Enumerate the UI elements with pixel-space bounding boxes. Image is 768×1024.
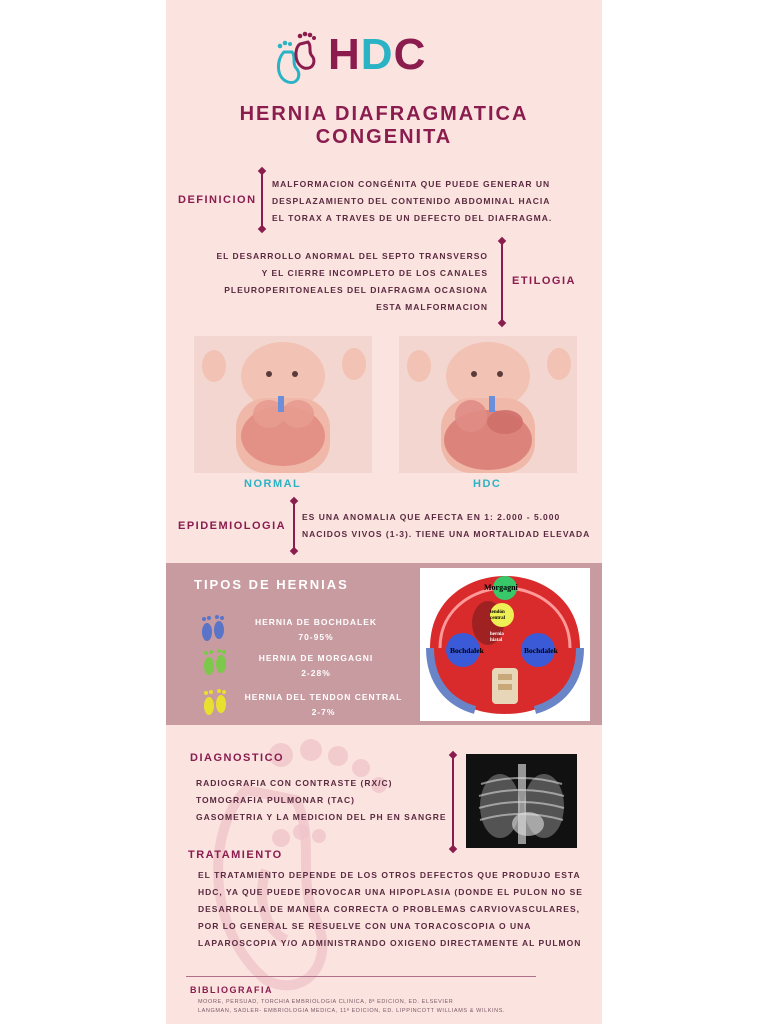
yellow-feet-icon bbox=[200, 687, 230, 717]
tipo-item bbox=[236, 690, 411, 720]
definicion-label: DEFINICION bbox=[178, 194, 257, 206]
bibliografia-label: BIBLIOGRAFIA bbox=[190, 985, 273, 995]
brand-logo-text bbox=[328, 30, 426, 80]
diagnostico-line: GASOMETRIA Y LA MEDICION DEL PH EN SANGRE bbox=[196, 812, 447, 822]
definicion-divider bbox=[261, 172, 263, 228]
divider-diamond-bottom bbox=[258, 225, 266, 233]
tipo-pct: 2-28% bbox=[301, 668, 331, 678]
diagnostico-divider bbox=[452, 756, 454, 848]
etilogia-line: Y EL CIERRE INCOMPLETO DE LOS CANALES bbox=[261, 268, 488, 278]
tipo-item bbox=[236, 651, 396, 681]
epidemiologia-text bbox=[302, 509, 590, 543]
diaphragm-diagram bbox=[420, 568, 590, 721]
etilogia-line: ESTA MALFORMACION bbox=[376, 302, 488, 312]
bibliografia-line: MOORE, PERSUAD, TORCHIA EMBRIOLOGIA CLINICA, 8ª EDICION, ED. ELSEVIER bbox=[198, 999, 454, 1005]
baby-feet-logo-icon bbox=[274, 30, 318, 86]
diagnostico-line: RADIOGRAFIA CON CONTRASTE (RX/C) bbox=[196, 778, 393, 788]
footprint-watermark-icon bbox=[186, 730, 406, 1000]
hdc-baby-image bbox=[399, 336, 577, 473]
bochdalek-left-label: Bochdalek bbox=[450, 646, 484, 655]
definicion-text bbox=[272, 176, 552, 227]
tipo-item bbox=[236, 615, 396, 645]
tratamiento-line: POR LO GENERAL SE RESUELVE CON UNA TORACOSCOPIA O UNA bbox=[198, 921, 532, 931]
divider-diamond-bottom bbox=[449, 845, 457, 853]
hdc-caption: HDC bbox=[473, 478, 502, 490]
normal-baby-image bbox=[194, 336, 372, 473]
brand-letter-d: D bbox=[360, 30, 394, 79]
epidemiologia-divider bbox=[293, 502, 295, 550]
epidemiologia-line: ES UNA ANOMALIA QUE AFECTA EN 1: 2.000 - 5.000 bbox=[302, 512, 561, 522]
divider-diamond-bottom bbox=[498, 319, 506, 327]
tratamiento-line: DESARROLLA DE MANERA CORRECTA O PROBLEMAS CARVIOVASCULARES, bbox=[198, 904, 581, 914]
tipo-name: HERNIA DE BOCHDALEK bbox=[254, 617, 378, 627]
tratamiento-line: HDC, YA QUE PUEDE PROVOCAR UNA HIPOPLASIA (DONDE EL PULON NO SE bbox=[198, 887, 583, 897]
tratamiento-line: LAPAROSCOPIA Y/O ADMINISTRANDO OXIGENO DIRECTAMENTE AL PULMON bbox=[198, 938, 582, 948]
diagnostico-text bbox=[196, 775, 447, 826]
infographic-poster bbox=[166, 0, 602, 1024]
page-title-line2: CONGENITA bbox=[315, 126, 453, 148]
diagnostico-line: TOMOGRAFIA PULMONAR (TAC) bbox=[196, 795, 355, 805]
hernia-hiatal-label: hernia hiatal bbox=[490, 632, 504, 643]
green-feet-icon bbox=[200, 647, 230, 677]
definicion-line: DESPLAZAMIENTO DEL CONTENIDO ABDOMINAL HACIA bbox=[272, 196, 551, 206]
bibliografia-line: LANGMAN, SADLER- EMBRIOLOGIA MEDICA, 11ª EDICION, ED. LIPPINCOTT WILLIAMS & WILKINS. bbox=[198, 1008, 506, 1014]
normal-caption: NORMAL bbox=[244, 478, 302, 490]
etilogia-text bbox=[186, 248, 488, 316]
bibliografia-text bbox=[198, 998, 505, 1016]
brand-letter-c: C bbox=[393, 30, 427, 79]
brand-letter-h: H bbox=[328, 30, 361, 79]
tipos-de-hernias-section bbox=[166, 563, 602, 725]
etilogia-line: EL DESARROLLO ANORMAL DEL SEPTO TRANSVERSO bbox=[216, 251, 488, 261]
tipo-name: HERNIA DE MORGAGNI bbox=[258, 653, 374, 663]
bibliografia-divider bbox=[186, 976, 536, 977]
etilogia-line: PLEUROPERITONEALES DEL DIAFRAGMA OCASIONA bbox=[224, 285, 488, 295]
tipo-pct: 70-95% bbox=[298, 632, 334, 642]
epidemiologia-label: EPIDEMIOLOGIA bbox=[178, 520, 287, 532]
tratamiento-text bbox=[198, 867, 583, 952]
definicion-line: MALFORMACION CONGÉNITA QUE PUEDE GENERAR UN bbox=[272, 179, 551, 189]
tipo-name: HERNIA DEL TENDON CENTRAL bbox=[244, 692, 403, 702]
tendon-central-label: tendón central bbox=[490, 610, 505, 621]
tipos-title: TIPOS DE HERNIAS bbox=[194, 577, 349, 592]
page-title-line1: HERNIA DIAFRAGMATICA bbox=[239, 103, 529, 125]
blue-feet-icon bbox=[198, 613, 228, 643]
morgagni-label: Morgagni bbox=[484, 583, 518, 592]
bochdalek-right-label: Bochdalek bbox=[524, 646, 558, 655]
tipo-pct: 2-7% bbox=[311, 707, 336, 717]
chest-xray-image bbox=[466, 754, 577, 848]
epidemiologia-line: NACIDOS VIVOS (1-3). TIENE UNA MORTALIDAD ELEVADA bbox=[302, 529, 591, 539]
etilogia-label: ETILOGIA bbox=[512, 275, 576, 287]
diagnostico-label: DIAGNOSTICO bbox=[190, 752, 285, 764]
tratamiento-label: TRATAMIENTO bbox=[188, 849, 283, 861]
divider-diamond-bottom bbox=[290, 547, 298, 555]
tratamiento-line: EL TRATAMIENTO DEPENDE DE LOS OTROS DEFECTOS QUE PRODUJO ESTA bbox=[198, 870, 581, 880]
definicion-line: EL TORAX A TRAVES DE UN DEFECTO DEL DIAFRAGMA. bbox=[272, 213, 553, 223]
etilogia-divider bbox=[501, 242, 503, 322]
